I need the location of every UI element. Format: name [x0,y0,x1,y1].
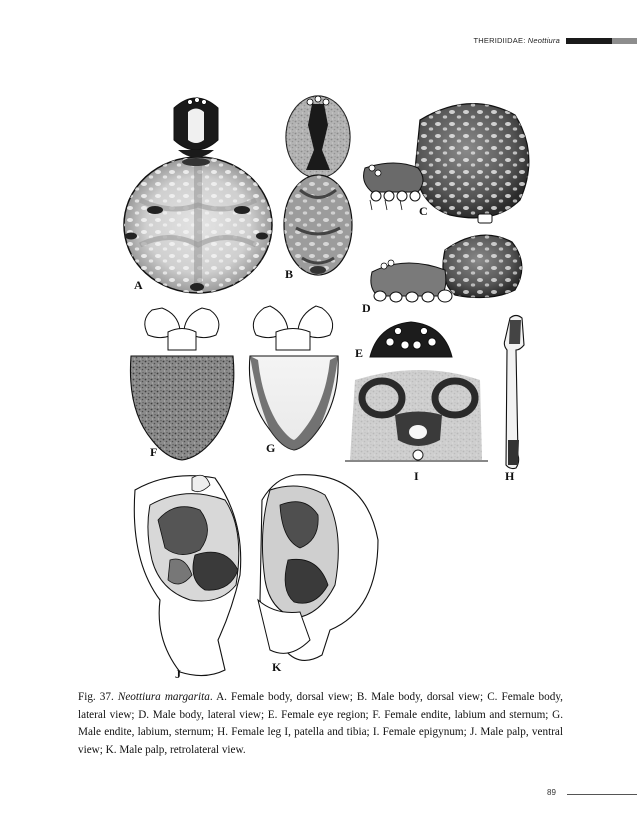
panel-A-female-dorsal [124,98,272,293]
caption-text: . A. Female body, dorsal view; B. Male body, dorsal view; C. Female body, lateral view; D. Male body, lateral view; E. Female eye region; F. Female endite, labium and sternum; G. Male endite, labium, sternum; H. Female leg I, patella and tibia; I. Female epigynum; J. Male palp, ventral view; K. Male palp, retrolateral view. [78,691,563,756]
panel-H-female-leg [504,316,524,484]
figure-number: Fig. 37. [78,691,118,703]
footer-rule [567,794,637,795]
panel-label-A: A [134,278,143,292]
panel-G-male-sternum [249,306,338,455]
panel-label-G: G [266,441,276,455]
panel-J-palp-ventral [134,475,240,681]
panel-label-I: I [414,469,419,483]
panel-label-J: J [175,667,181,681]
page-footer [0,788,637,800]
panel-label-C: C [419,204,428,218]
panel-label-K: K [272,660,282,674]
species-name: Neottiura margarita [117,691,210,703]
panel-label-F: F [150,445,158,459]
figure-caption [78,689,563,759]
panel-label-E: E [355,346,364,360]
panel-I-epigynum [345,370,488,483]
panel-label-H: H [505,469,515,483]
panel-C-female-lateral [364,104,529,223]
panel-label-D: D [362,301,371,315]
running-head-family: THERIDIIDAE: [473,36,528,45]
running-head-genus: Neottiura [527,36,560,45]
page-number: 89 [547,788,556,797]
panel-F-female-sternum [130,308,233,460]
panel-K-palp-retrolateral [258,475,378,674]
panel-label-B: B [285,267,294,281]
panel-B-male-dorsal [284,96,352,275]
panel-D-male-lateral [362,235,522,315]
panel-E-eye-region [355,322,452,360]
